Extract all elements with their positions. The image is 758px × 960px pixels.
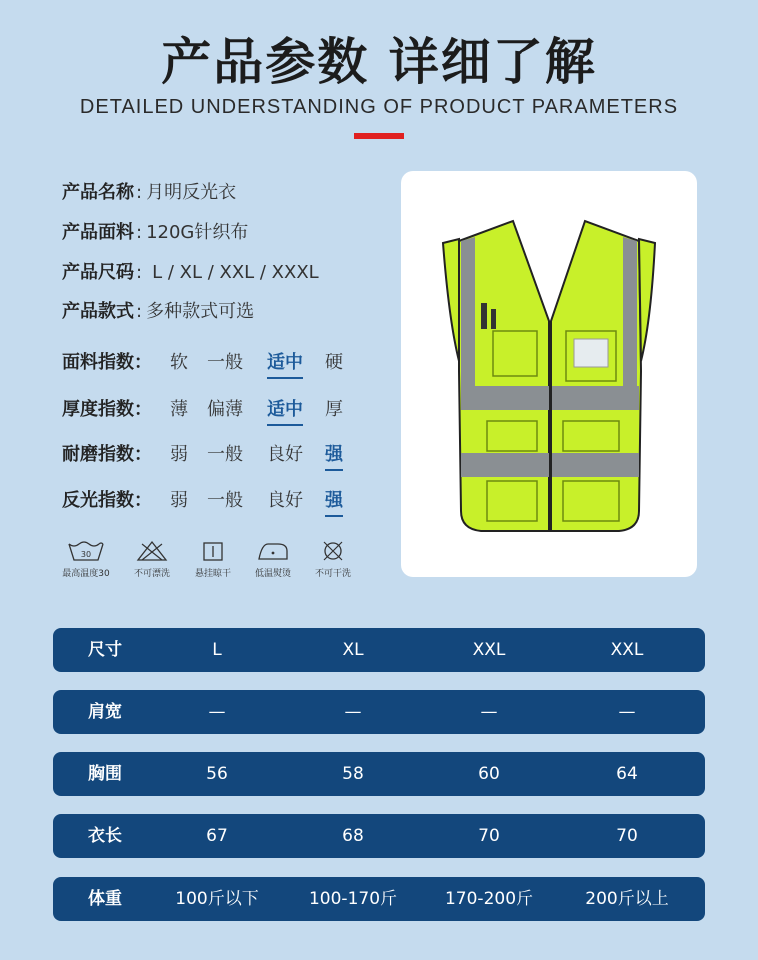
info-value: 120G针织布: [146, 222, 249, 243]
index-option: 一般: [207, 444, 243, 465]
index-option: 一般: [207, 352, 243, 373]
care-label: 悬挂晾干: [194, 569, 231, 579]
table-cell: L: [212, 640, 222, 660]
index-label: 耐磨指数：: [62, 444, 152, 465]
index-thickness: [62, 395, 343, 421]
info-value: L / XL / XXL / XXXL: [152, 262, 319, 283]
table-cell: XXL: [610, 640, 644, 660]
table-cell: 100斤以下: [175, 889, 259, 909]
info-label: 产品名称: [62, 182, 134, 203]
hang-dry-icon: [201, 540, 225, 562]
info-size: 产品尺码 : L / XL / XXL / XXXL: [62, 262, 319, 283]
index-label: 面料指数：: [62, 352, 152, 373]
svg-text:30: 30: [80, 550, 92, 559]
index-wear: [62, 440, 343, 466]
table-cell: XXL: [472, 640, 506, 660]
info-name: 产品名称 : 月明反光衣: [62, 182, 237, 203]
page-title: 产品参数 详细了解: [161, 33, 597, 91]
row-header: 衣长: [88, 826, 122, 846]
care-label: 最高温度30: [62, 569, 110, 579]
weight-row: [53, 877, 705, 921]
index-fabric: [62, 348, 343, 374]
index-option: 弱: [170, 490, 188, 511]
care-wash: [58, 540, 114, 579]
product-photo-card: [401, 171, 697, 577]
index-option: 弱: [170, 444, 188, 465]
care-bleach: [127, 540, 177, 579]
table-cell: 58: [342, 764, 364, 784]
table-cell: 67: [206, 826, 228, 846]
care-label: 不可漂洗: [133, 569, 170, 579]
care-iron: [248, 540, 298, 579]
index-option: 良好: [267, 490, 303, 511]
table-cell: 70: [478, 826, 500, 846]
table-cell: 68: [342, 826, 364, 846]
table-cell: —: [344, 702, 362, 722]
reflective-vest-image: [401, 171, 697, 577]
index-option: 偏薄: [207, 399, 243, 420]
index-label: 厚度指数：: [62, 399, 152, 420]
index-option: 一般: [207, 490, 243, 511]
index-reflect: [62, 486, 343, 512]
low-iron-icon: [256, 540, 290, 562]
table-cell: 200斤以上: [585, 889, 669, 909]
length-row: [53, 814, 705, 858]
info-style: 产品款式 : 多种款式可选: [62, 301, 255, 322]
table-cell: XL: [342, 640, 364, 660]
row-header: 胸围: [88, 764, 122, 784]
info-fabric: 产品面料 : 120G针织布: [62, 222, 249, 243]
index-option: 软: [170, 352, 188, 373]
index-option: 厚: [325, 399, 343, 420]
no-bleach-icon: [136, 540, 168, 562]
index-option-selected: 适中: [267, 395, 303, 426]
info-value: 多种款式可选: [146, 301, 255, 322]
info-value: 月明反光衣: [146, 182, 237, 203]
wash-30-icon: [66, 540, 106, 562]
table-cell: 170-200斤: [444, 889, 534, 909]
table-cell: 56: [206, 764, 228, 784]
index-option: 硬: [325, 352, 343, 373]
size-row: [53, 628, 705, 672]
care-dryclean: [308, 540, 358, 579]
table-cell: —: [618, 702, 636, 722]
table-cell: 64: [616, 764, 638, 784]
care-label: 低温熨烫: [254, 569, 291, 579]
row-header: 肩宽: [88, 702, 122, 722]
page-subtitle: DETAILED UNDERSTANDING OF PRODUCT PARAMETERS: [79, 96, 679, 118]
table-cell: 100-170斤: [308, 889, 398, 909]
care-label: 不可干洗: [314, 569, 351, 579]
care-hang: [188, 540, 238, 579]
chest-row: [53, 752, 705, 796]
index-option-selected: 强: [325, 440, 343, 471]
table-cell: 70: [616, 826, 638, 846]
no-dry-clean-icon: [320, 540, 346, 562]
index-option-selected: 适中: [267, 348, 303, 379]
info-label: 产品面料: [62, 222, 134, 243]
title-underline: [354, 133, 404, 139]
index-option-selected: 强: [325, 486, 343, 517]
info-label: 产品款式: [62, 301, 134, 322]
index-label: 反光指数：: [62, 490, 152, 511]
info-label: 产品尺码: [62, 262, 134, 283]
row-header: 尺寸: [88, 640, 122, 660]
table-cell: —: [208, 702, 226, 722]
table-cell: 60: [478, 764, 500, 784]
row-header: 体重: [88, 889, 122, 909]
index-option: 良好: [267, 444, 303, 465]
index-option: 薄: [170, 399, 188, 420]
table-cell: —: [480, 702, 498, 722]
shoulder-row: [53, 690, 705, 734]
